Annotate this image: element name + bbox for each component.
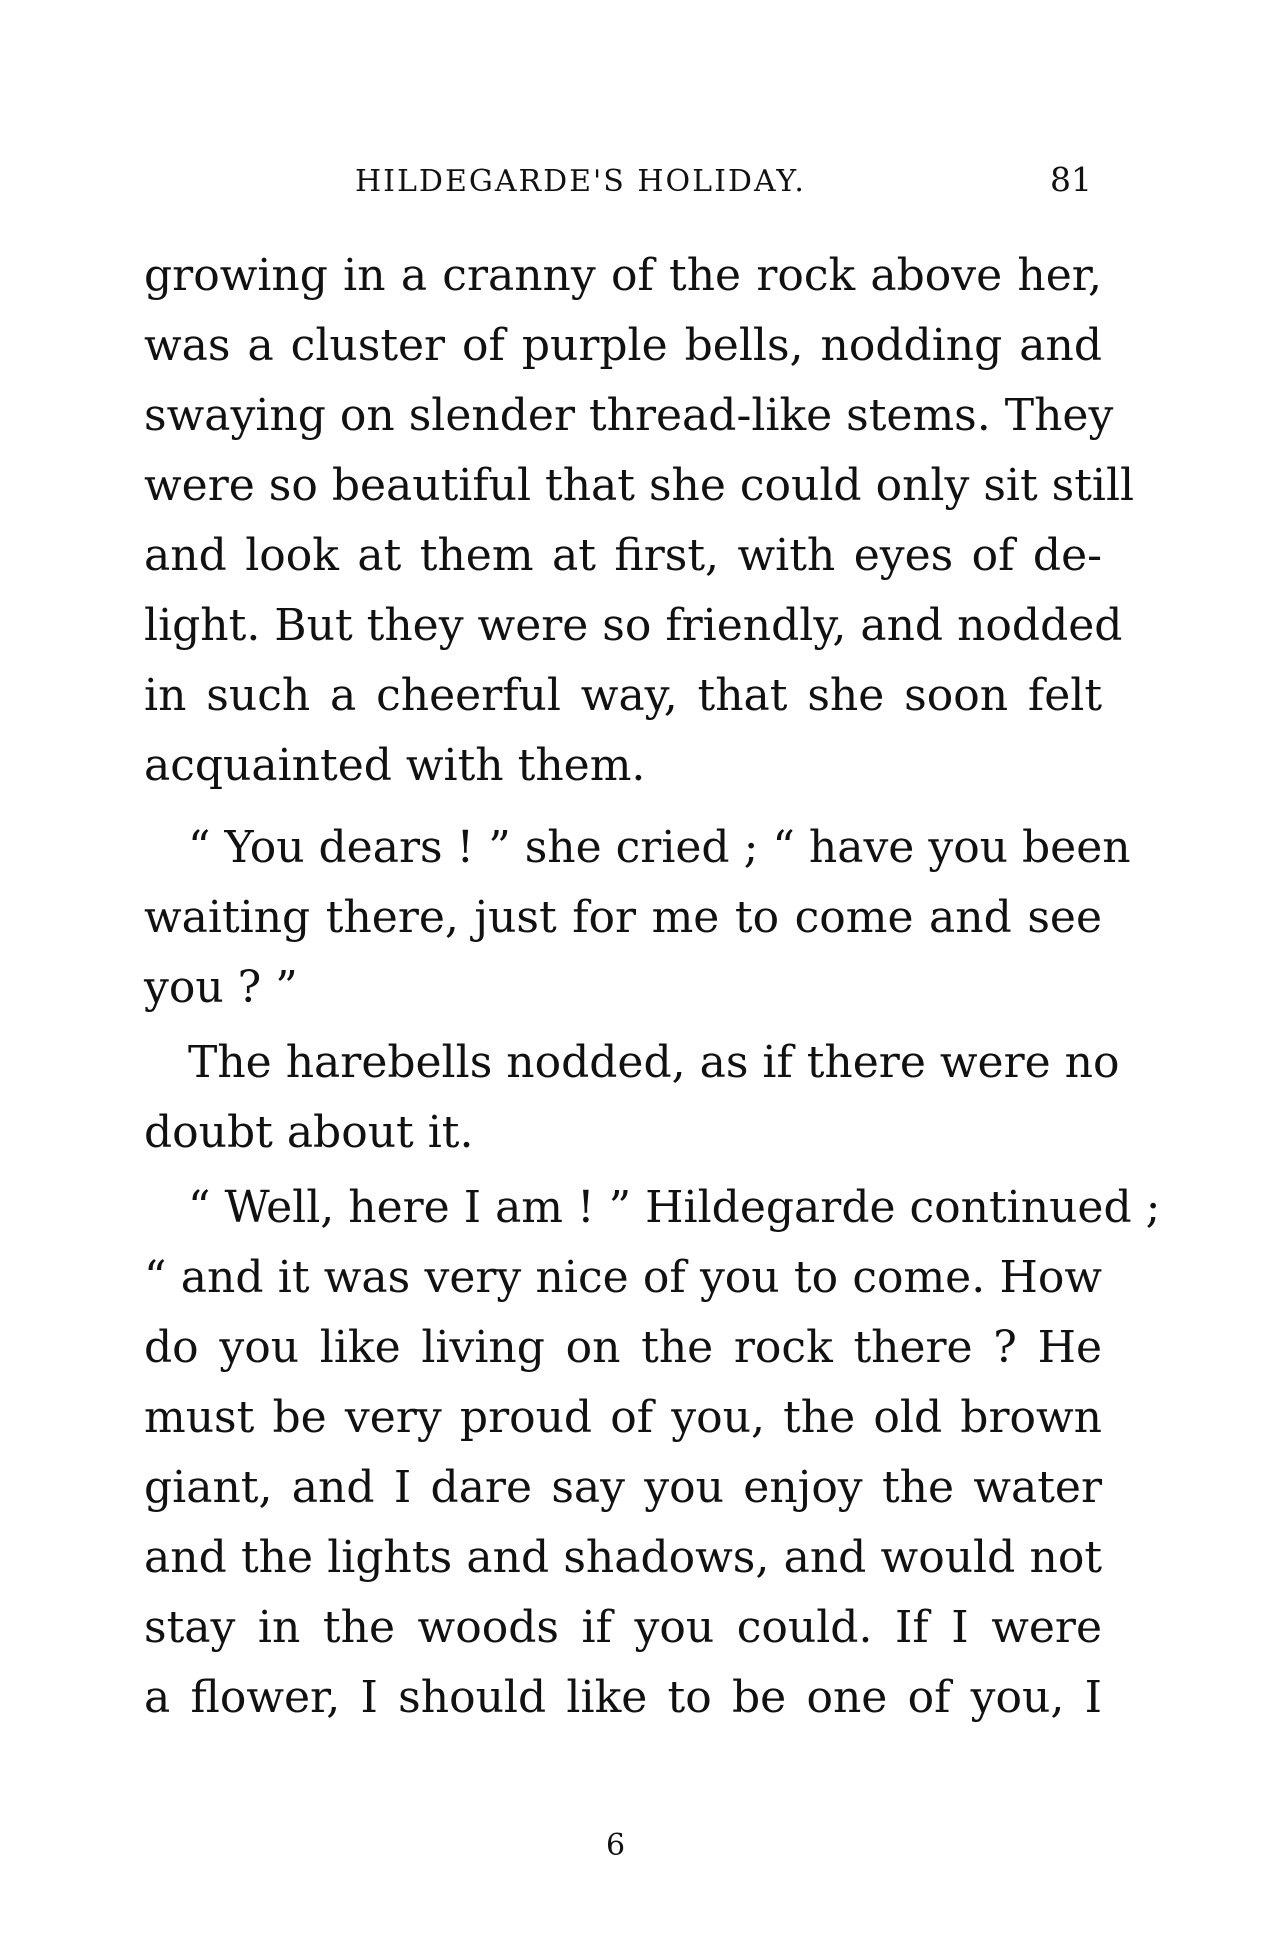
text-line: you ? ”: [144, 962, 298, 1013]
page-number: 81: [1050, 160, 1092, 199]
text-line: must be very proud of you, the old brown: [144, 1392, 1102, 1443]
running-title: HILDEGARDE'S HOLIDAY.: [355, 164, 806, 199]
text-line: doubt about it.: [144, 1107, 474, 1158]
text-line: waiting there, just for me to come and see: [144, 892, 1102, 943]
text-line: “ Well, here I am ! ” Hildegarde continued ;: [188, 1182, 1161, 1233]
text-line: a flower, I should like to be one of you, I: [144, 1672, 1102, 1723]
text-line: “ and it was very nice of you to come. How: [144, 1252, 1102, 1303]
text-line: growing in a cranny of the rock above her,: [144, 250, 1102, 301]
text-line: light. But they were so friendly, and nodded: [144, 600, 1123, 651]
text-line: giant, and I dare say you enjoy the water: [144, 1462, 1102, 1513]
text-line: do you like living on the rock there ? He: [144, 1322, 1102, 1373]
text-line: acquainted with them.: [144, 740, 646, 791]
signature-mark: 6: [606, 1828, 626, 1863]
text-line: The harebells nodded, as if there were no: [188, 1037, 1120, 1088]
text-line: were so beautiful that she could only sit still: [144, 460, 1135, 511]
text-line: “ You dears ! ” she cried ; “ have you been: [188, 822, 1131, 873]
text-line: stay in the woods if you could. If I were: [144, 1602, 1102, 1653]
text-line: and look at them at first, with eyes of de-: [144, 530, 1102, 581]
text-line: in such a cheerful way, that she soon felt: [144, 670, 1102, 721]
text-line: swaying on slender thread-like stems. They: [144, 390, 1114, 441]
text-line: was a cluster of purple bells, nodding and: [144, 320, 1102, 371]
text-line: and the lights and shadows, and would not: [144, 1532, 1102, 1583]
